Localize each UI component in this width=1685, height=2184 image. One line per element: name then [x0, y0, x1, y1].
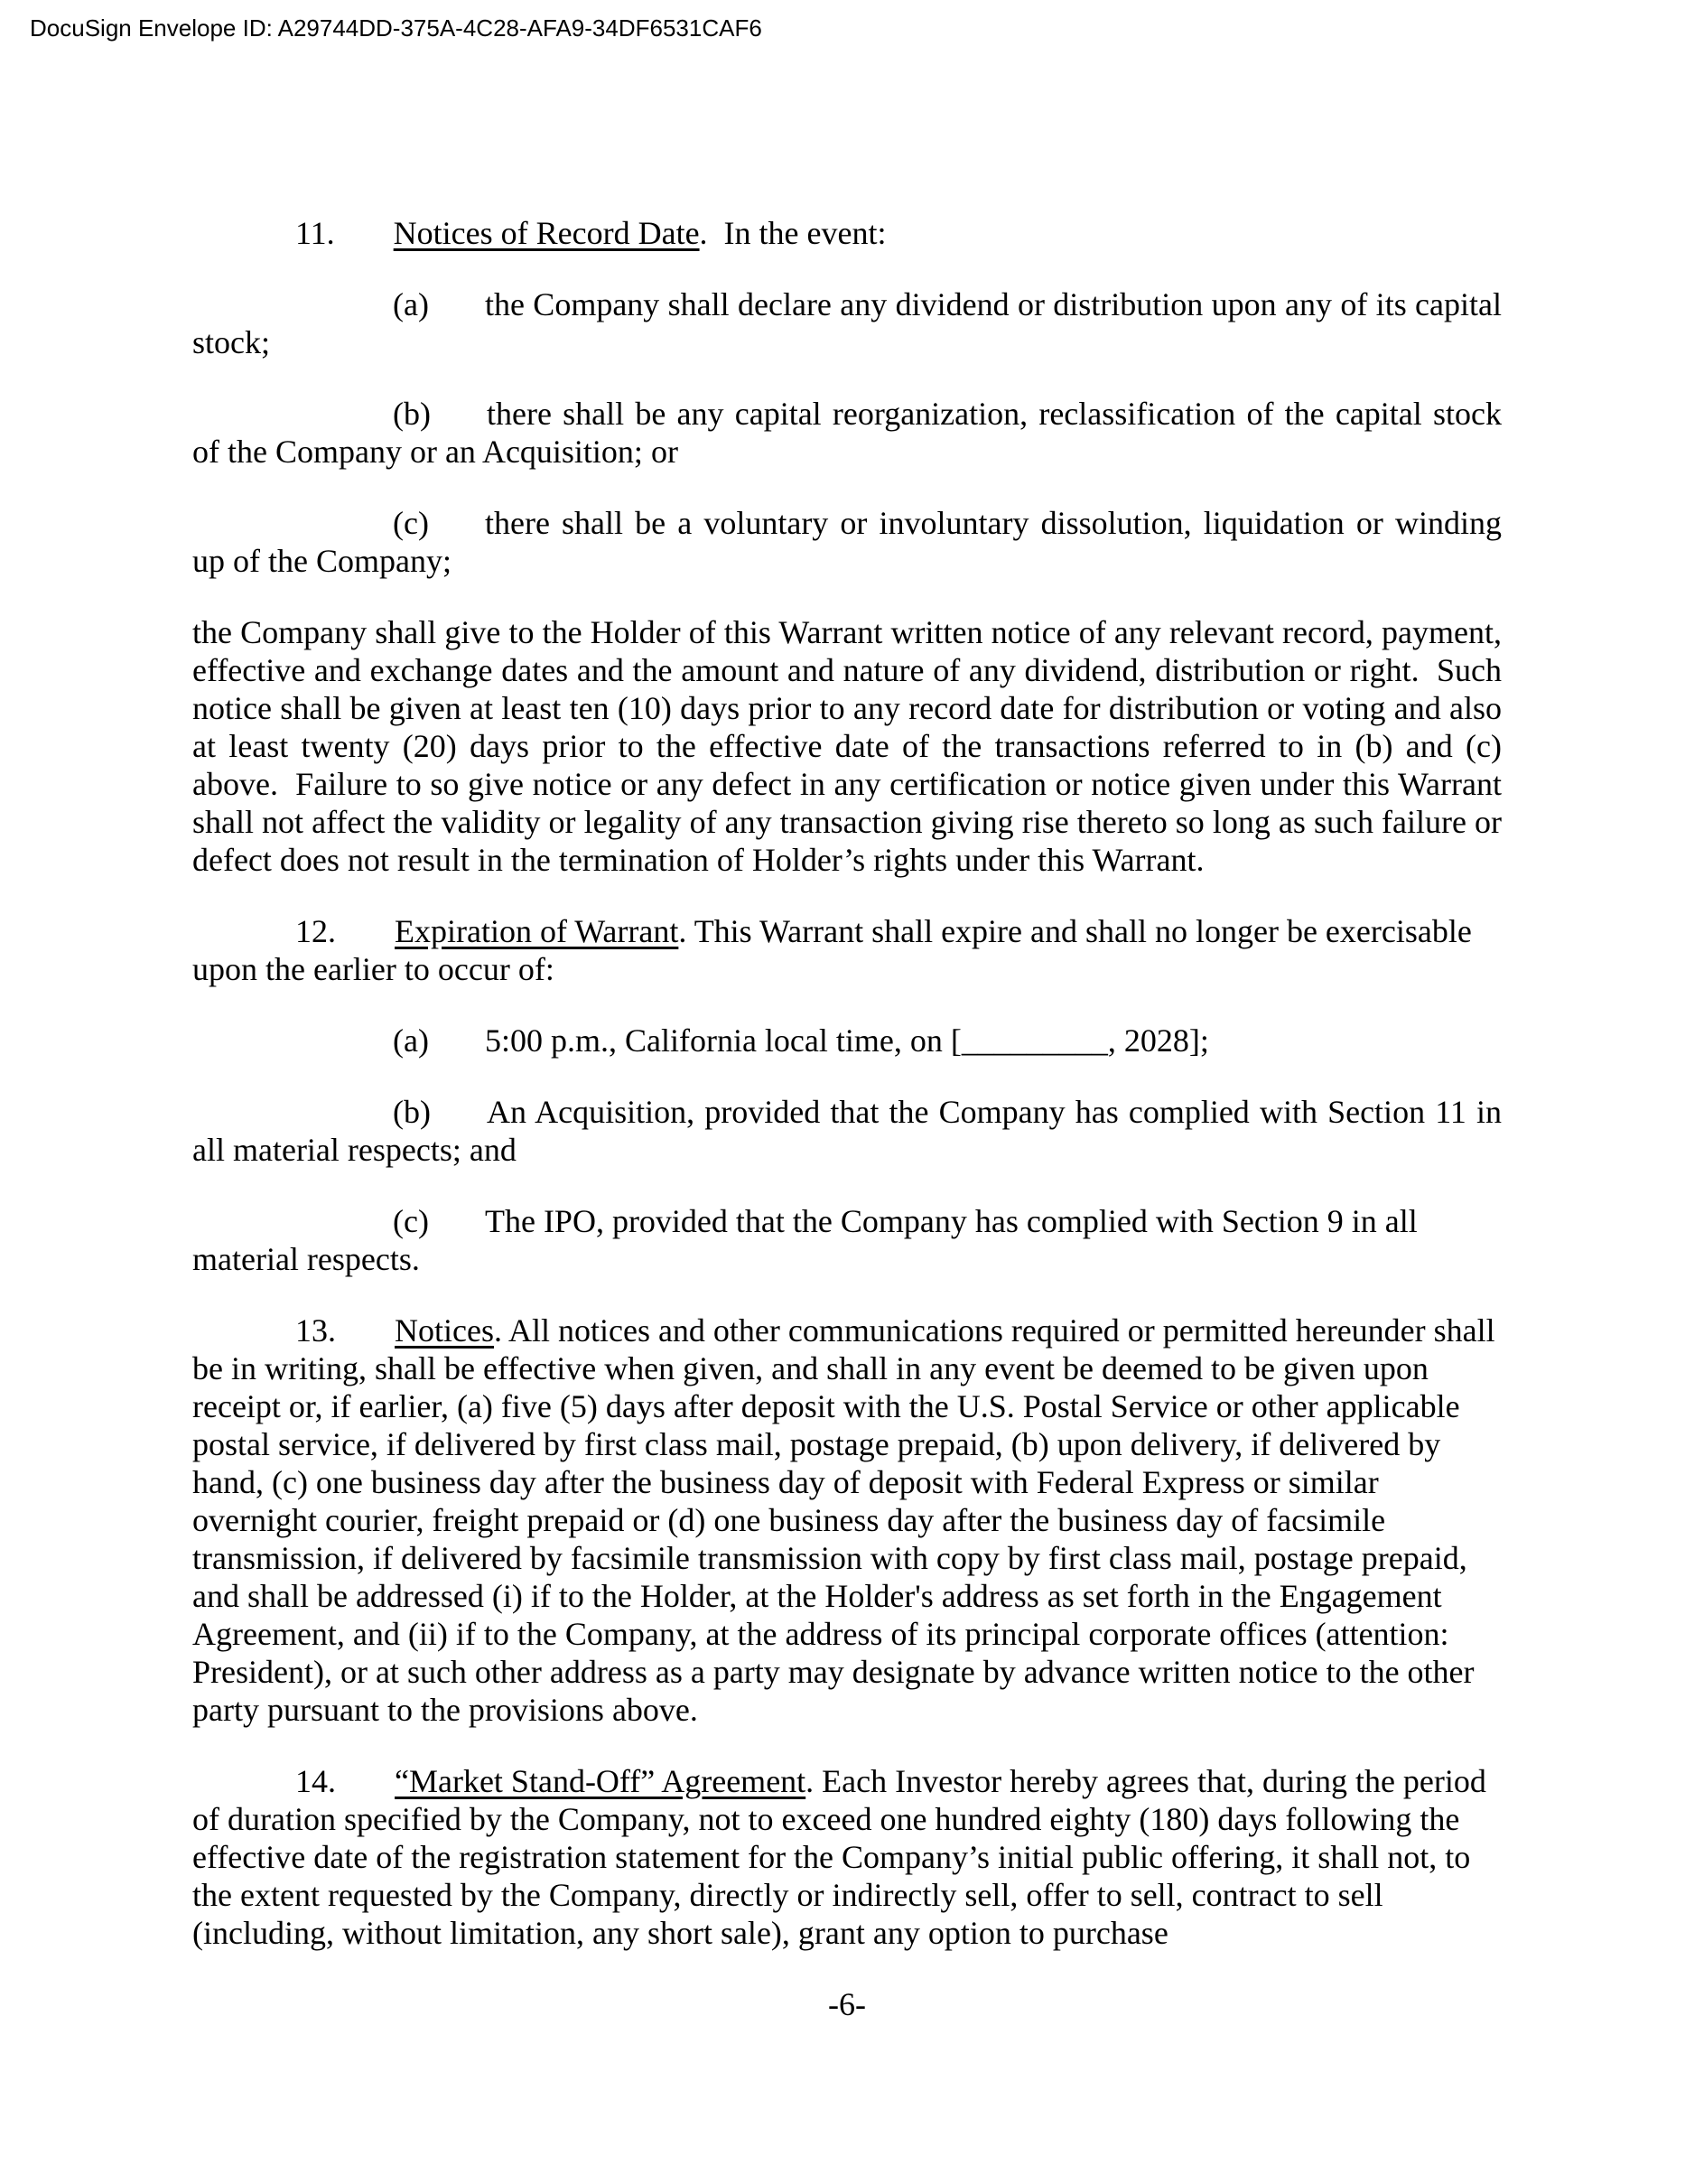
item-text: An Acquisition, provided that the Company has complied with Section 11 in all material respects; and	[192, 1094, 1510, 1168]
item-label: (b)	[393, 1094, 431, 1130]
item-text: The IPO, provided that the Company has complied with Section 9 in all material respects.	[192, 1203, 1426, 1277]
section-13-number: 13.	[295, 1312, 336, 1349]
section-11-item-b	[192, 395, 1510, 471]
section-11-body-text: the Company shall give to the Holder of this Warrant written notice of any relevant record, payment, effective and exchange dates and the amount and nature of any dividend, distribution or right. Such notice shall be given at least ten (10) days prior to any record date for distribution or voting and also at least twenty (20) days prior to the effective date of the transactions referred to in (b) and (c) above. Failure to so give notice or any defect in any certification or notice given under this Warrant shall not affect the validity or legality of any transaction giving rise thereto so long as such failure or defect does not result in the termination of Holder’s rights under this Warrant.	[192, 614, 1510, 878]
section-11-number: 11.	[295, 215, 335, 251]
section-14-paragraph	[192, 1762, 1502, 1952]
section-12-heading: Expiration of Warrant	[395, 913, 679, 949]
item-label: (c)	[393, 505, 429, 541]
section-13-body-text: . All notices and other communications required or permitted hereunder shall be in writing, shall be effective when given, and shall in any event be deemed to be given upon receipt or, if earlier, (a) five (5) days after deposit with the U.S. Postal Service or other applicable postal service, if delivered by first class mail, postage prepaid, (b) upon delivery, if delivered by hand, (c) one business day after the business day of deposit with Federal Express or similar overnight courier, freight prepaid or (d) one business day after the business day of facsimile transmission, if delivered by facsimile transmission with copy by first class mail, postage prepaid, and shall be addressed (i) if to the Holder, at the Holder's address as set forth in the Engagement Agreement, and (ii) if to the Company, at the address of its principal corporate offices (attention: President), or at such other address as a party may designate by advance written notice to the other party pursuant to the provisions above.	[192, 1312, 1503, 1728]
section-12-number: 12.	[295, 913, 336, 949]
section-11-heading: Notices of Record Date	[393, 215, 700, 251]
docusign-envelope-id: DocuSign Envelope ID: A29744DD-375A-4C28-AFA9-34DF6531CAF6	[30, 14, 762, 42]
item-text: 5:00 p.m., California local time, on [_________, 2028];	[484, 1022, 1209, 1059]
section-12-item-c	[192, 1202, 1502, 1278]
document-body	[192, 214, 1510, 2023]
section-11-body	[192, 613, 1510, 879]
item-text: there shall be any capital reorganization, reclassification of the capital stock of the Company or an Acquisition; or	[192, 396, 1510, 470]
section-11-heading-suffix: . In the event:	[699, 215, 887, 251]
item-label: (b)	[393, 396, 431, 432]
section-11-heading-paragraph	[192, 214, 1502, 252]
item-label: (a)	[393, 1022, 429, 1059]
page-number: -6-	[828, 1986, 866, 2022]
item-text: there shall be a voluntary or involuntary dissolution, liquidation or winding up of the Company;	[192, 505, 1510, 579]
item-text: the Company shall declare any dividend or distribution upon any of its capital stock;	[192, 286, 1510, 360]
section-12-heading-paragraph	[192, 912, 1502, 988]
section-14-heading: “Market Stand-Off” Agreement	[395, 1763, 806, 1799]
section-11-item-a	[192, 285, 1510, 361]
section-12-heading-suffix: . This Warrant shall expire and shall no longer be exercisable upon the earlier to occur of:	[192, 913, 1480, 987]
section-14-number: 14.	[295, 1763, 336, 1799]
section-12-item-a	[192, 1022, 1502, 1059]
section-13-heading: Notices	[395, 1312, 494, 1349]
section-14-body-text: . Each Investor hereby agrees that, during the period of duration specified by the Company, not to exceed one hundred eighty (180) days following the effective date of the registration statement for the Company’s initial public offering, it shall not, to the extent requested by the Company, directly or indirectly sell, offer to sell, contract to sell (including, without limitation, any short sale), grant any option to purchase	[192, 1763, 1494, 1951]
section-12-item-b	[192, 1093, 1510, 1169]
section-11-item-c	[192, 504, 1510, 580]
item-label: (c)	[393, 1203, 429, 1239]
item-label: (a)	[393, 286, 429, 322]
section-13-paragraph	[192, 1311, 1502, 1729]
